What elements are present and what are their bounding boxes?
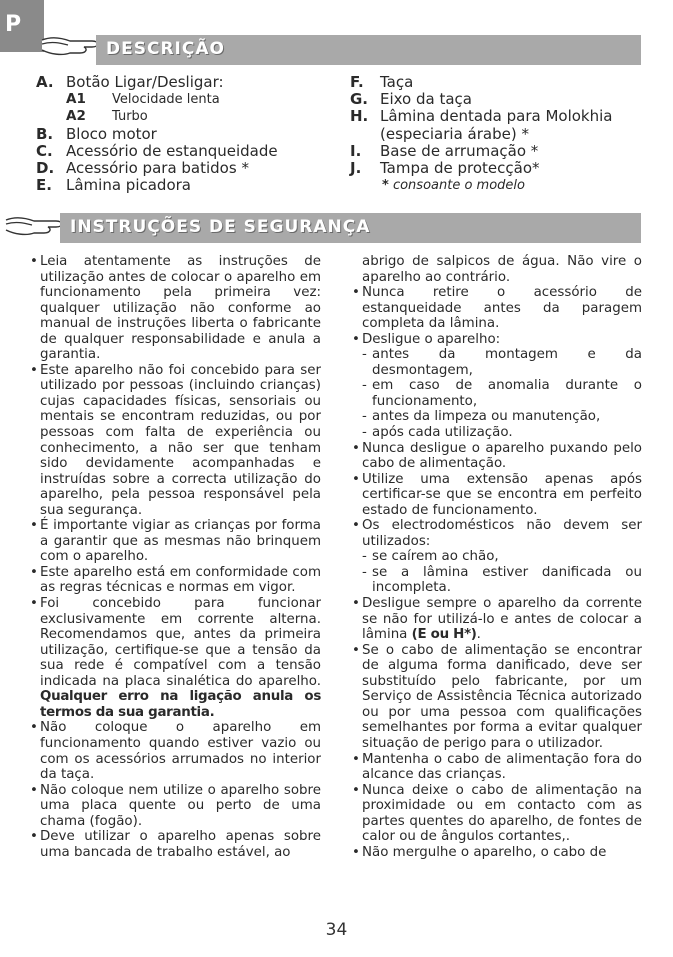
blade-reference: (E ou H*) (411, 627, 477, 643)
safety-item: • Nunca deixe o cabo de alimentação na proximidade ou em contacto com as partes quentes do aparelho, de fontes de calor ou de ângulos cortantes,. (352, 783, 642, 845)
item-text: Base de arrumação * (380, 141, 539, 160)
safety-subitem: - antes da limpeza ou manutenção, (352, 409, 642, 425)
subitem-text: Velocidade lenta (112, 92, 220, 108)
item-letter: G. (350, 90, 369, 109)
unplug-end: . (476, 627, 481, 643)
safety-column-right (352, 254, 642, 860)
unplug-text: Desligue sempre o aparelho da corrente se não for utilizá-lo e antes de colocar a lâmina (362, 596, 642, 643)
description-item-j (350, 160, 612, 177)
safety-item: • Este aparelho está em conformidade com as regras técnicas e normas em vigor. (30, 565, 321, 596)
safety-subitem: - se a lâmina estiver danificada ou incompleta. (352, 565, 642, 596)
item-letter: A. (36, 73, 54, 91)
safety-subitem: - se caírem ao chão, (352, 549, 642, 565)
description-title: DESCRIÇÃO (106, 39, 225, 59)
language-tab-label: P (5, 12, 22, 37)
model-note (350, 177, 612, 194)
subitem-code: A1 (66, 91, 86, 108)
description-subitem-a1 (36, 91, 278, 108)
voltage-text: Foi concebido para funcionar exclusivamente em corrente alterna. Recomendamos que, antes da primeira utilização, certifique-se que a tensão da sua rede é compatível com a tensão indicada na placa sinalética do aparelho. (40, 596, 321, 689)
description-item-e (36, 177, 278, 194)
item-text: Eixo da taça (380, 90, 472, 109)
item-text: Lâmina picadora (66, 176, 191, 195)
safety-item-voltage (30, 596, 321, 720)
safety-item: • Nunca retire o acessório de estanqueidade antes da paragem completa da lâmina. (352, 285, 642, 332)
description-subitem-a2 (36, 108, 278, 125)
item-text: Lâmina dentada para Molokhia (380, 107, 613, 126)
safety-item: • Desligue o aparelho: (352, 332, 642, 348)
item-text: Acessório de estanqueidade (66, 141, 278, 160)
description-item-a (36, 74, 278, 91)
safety-item-continued: abrigo de salpicos de água. Não vire o aparelho ao contrário. (362, 254, 642, 285)
item-letter (350, 126, 380, 143)
item-text: Taça (380, 73, 414, 91)
language-tab (0, 0, 44, 52)
safety-subitem: - após cada utilização. (352, 425, 642, 441)
item-letter: D. (36, 159, 55, 178)
item-letter: J. (350, 159, 362, 178)
description-item-h-cont (350, 126, 612, 143)
safety-item: • Não coloque nem utilize o aparelho sobre uma placa quente ou perto de uma chama (fogão). (30, 783, 321, 830)
note-text: consoante o modelo (392, 178, 525, 194)
safety-item: • Mantenha o cabo de alimentação fora do alcance das crianças. (352, 752, 642, 783)
safety-item: • Se o cabo de alimentação se encontrar de alguma forma danificado, deve ser substituído pelo fabricante, por um Serviço de Assistência Técnica autorizado ou por uma pessoa com qualificações semelhantes por forma a evitar qualquer situação de perigo para o utilizador. (352, 643, 642, 752)
safety-item: • Os electrodomésticos não devem ser utilizados: (352, 518, 642, 549)
safety-item: • Não coloque o aparelho em funcionamento quando estiver vazio ou com os acessórios arrumados no interior da taça. (30, 720, 321, 782)
note-star: * (382, 178, 389, 194)
description-item-c (36, 143, 278, 160)
description-list-right (350, 74, 612, 194)
safety-title: INSTRUÇÕES DE SEGURANÇA (70, 217, 371, 237)
description-item-b (36, 126, 278, 143)
safety-item: • Leia atentamente as instruções de utilização antes de colocar o aparelho em funcionamento pela primeira vez: qualquer utilização não conforme ao manual de instruções liberta o fabricante de qualquer responsabilidade e anula a garantia. (30, 254, 321, 363)
item-text: Tampa de protecção* (380, 159, 540, 178)
item-text: Acessório para batidos * (66, 159, 249, 178)
item-text: (especiaria árabe) * (380, 124, 529, 143)
safety-subitem: - em caso de anomalia durante o funcionamento, (352, 378, 642, 409)
item-letter: I. (350, 141, 362, 160)
subitem-text: Turbo (112, 109, 148, 125)
item-text: Botão Ligar/Desligar: (66, 73, 224, 91)
safety-subitem: - antes da montagem e da desmontagem, (352, 347, 642, 378)
safety-column-left (30, 254, 321, 860)
safety-item: • Deve utilizar o aparelho apenas sobre uma bancada de trabalho estável, ao (30, 829, 321, 860)
safety-item: • Não mergulhe o aparelho, o cabo de (352, 845, 642, 861)
description-list-left (36, 74, 278, 194)
safety-item: • É importante vigiar as crianças por forma a garantir que as mesmas não brinquem com o aparelho. (30, 518, 321, 565)
safety-item: • Nunca desligue o aparelho puxando pelo cabo de alimentação. (352, 441, 642, 472)
description-item-d (36, 160, 278, 177)
description-item-i (350, 143, 612, 160)
item-letter: B. (36, 124, 54, 143)
item-letter: H. (350, 107, 369, 126)
item-letter: E. (36, 176, 52, 195)
description-item-g (350, 91, 612, 108)
safety-item-unplug (352, 596, 642, 643)
item-text: Bloco motor (66, 124, 157, 143)
page-number: 34 (325, 920, 348, 940)
description-item-h (350, 108, 612, 125)
subitem-code: A2 (66, 108, 86, 125)
item-letter: F. (350, 73, 364, 91)
item-letter: C. (36, 141, 53, 160)
warranty-warning: Qualquer erro na ligação anula os termos da sua garantia. (40, 689, 321, 720)
safety-item: • Este aparelho não foi concebido para ser utilizado por pessoas (incluindo crianças) cujas capacidades físicas, sensoriais ou mentais se encontram reduzidas, ou por pessoas com falta de experiência ou conhecimento, a não ser que tenham sido devidamente acompanhadas e instruídas sobre a correcta utilização do aparelho, pela pessoa responsável pela sua segurança. (30, 363, 321, 518)
safety-item: • Utilize uma extensão apenas após certificar-se que se encontra em perfeito estado de funcionamento. (352, 472, 642, 519)
description-item-f (350, 74, 612, 91)
